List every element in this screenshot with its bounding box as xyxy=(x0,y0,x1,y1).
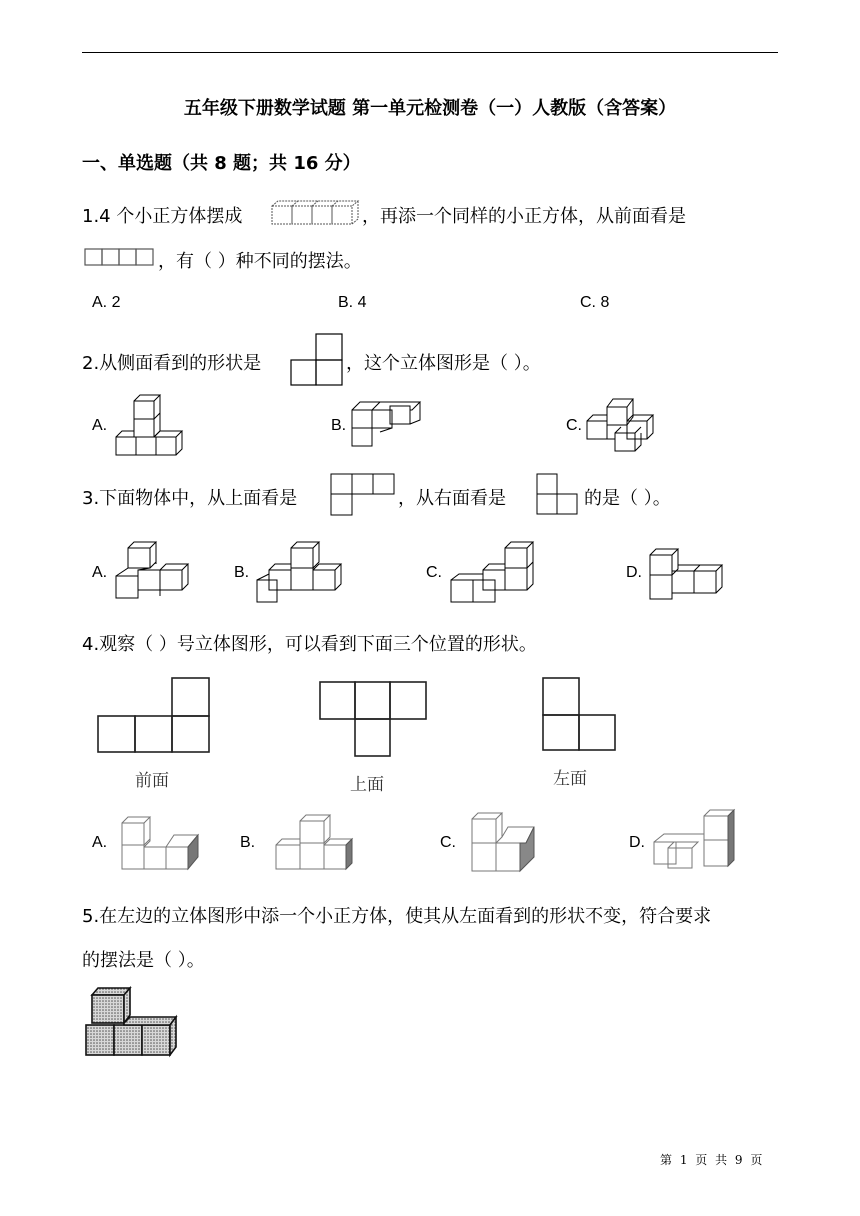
q1-option-c[interactable]: C. 8 xyxy=(580,294,610,311)
q2-option-b-figure xyxy=(350,400,426,450)
section-heading: 一、单选题（共 8 题；共 16 分） xyxy=(82,153,361,174)
q3-option-c-figure xyxy=(449,540,541,606)
q3-option-a[interactable]: A. xyxy=(92,564,108,581)
q3-option-c[interactable]: C. xyxy=(426,564,442,581)
q4-top-label: 上面 xyxy=(350,775,384,795)
q5-text-b: 的摆法是（ ）。 xyxy=(82,950,205,971)
q1-text-c: ，有（ ）种不同的摆法。 xyxy=(158,251,362,272)
q4-option-d-figure xyxy=(650,806,742,872)
q4-option-c-figure xyxy=(468,809,548,877)
q1-option-a[interactable]: A. 2 xyxy=(92,294,121,311)
q4-left-view-figure xyxy=(541,676,621,752)
q2-option-c-figure xyxy=(585,397,663,455)
page-title: 五年级下册数学试题 第一单元检测卷（一）人教版（含答案） xyxy=(183,98,677,119)
q4-left-label: 左面 xyxy=(553,769,587,789)
q2-option-a-figure xyxy=(114,393,184,459)
q3-option-d[interactable]: D. xyxy=(626,564,642,581)
q2-option-c[interactable]: C. xyxy=(566,417,582,434)
q4-option-a[interactable]: A. xyxy=(92,834,108,851)
q3-option-d-figure xyxy=(648,545,740,605)
q1-text-a: 1.4 个小正方体摆成 xyxy=(82,206,243,227)
q4-option-d[interactable]: D. xyxy=(629,834,645,851)
q4-text: 4.观察（ ）号立体图形，可以看到下面三个位置的形状。 xyxy=(82,634,537,655)
q4-option-b[interactable]: B. xyxy=(240,834,256,851)
q4-option-a-figure xyxy=(118,813,208,875)
q1-text-b: ，再添一个同样的小正方体，从前面看是 xyxy=(362,206,686,227)
q4-front-label: 前面 xyxy=(135,771,169,791)
q1-front-view-figure xyxy=(84,247,156,267)
q3-text-b: ，从右面看是 xyxy=(398,488,506,509)
q1-option-b[interactable]: B. 4 xyxy=(338,294,367,311)
q3-text-a: 3.下面物体中，从上面看是 xyxy=(82,488,298,509)
q3-right-view-figure xyxy=(536,473,580,517)
q5-cube-figure xyxy=(84,985,184,1059)
q2-option-a[interactable]: A. xyxy=(92,417,108,434)
q4-top-view-figure xyxy=(318,680,430,760)
q3-text-c: 的是（ ）。 xyxy=(584,488,671,509)
q3-option-a-figure xyxy=(114,540,206,606)
q2-text-a: 2.从侧面看到的形状是 xyxy=(82,353,262,374)
q2-text-b: ，这个立体图形是（ ）。 xyxy=(346,353,541,374)
q5-text-a: 5.在左边的立体图形中添一个小正方体，使其从左面看到的形状不变，符合要求 xyxy=(82,906,712,927)
q3-top-view-figure xyxy=(330,473,396,517)
q1-row-of-cubes-figure xyxy=(270,200,360,226)
q2-side-view-figure xyxy=(290,333,346,387)
q4-option-b-figure xyxy=(264,811,354,877)
header-rule xyxy=(82,52,778,53)
q2-option-b[interactable]: B. xyxy=(331,417,347,434)
q4-front-view-figure xyxy=(96,676,214,756)
page-footer: 第 1 页 共 9 页 xyxy=(660,1153,763,1167)
q4-option-c[interactable]: C. xyxy=(440,834,456,851)
q3-option-b[interactable]: B. xyxy=(234,564,250,581)
q3-option-b-figure xyxy=(255,540,347,606)
